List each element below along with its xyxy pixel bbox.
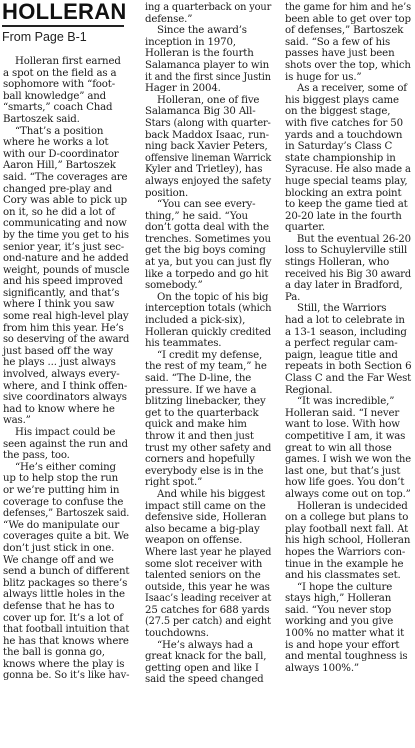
article-text-line: he plays ... just always <box>3 357 116 369</box>
article-text-line: up to help stop the run <box>3 473 119 485</box>
article-text-line: on it, so he did a lot of <box>3 206 115 218</box>
article-text-line: always come out on top.” <box>285 488 411 500</box>
article-text-line: outside, this year he was <box>145 581 270 593</box>
article-text-line: the game for him and he’s <box>285 2 411 13</box>
article-text-line: on a college but plans to <box>285 512 409 524</box>
article-headline: HOLLERAN <box>2 0 124 27</box>
article-text-line: ball knowledge” and <box>3 90 107 102</box>
article-text-line: included a pick-six), <box>145 315 246 327</box>
article-text-line: throw it and then just <box>145 430 254 442</box>
article-text-line: ing a quarterback on your <box>145 2 272 13</box>
article-text-line: “I hope the culture <box>297 581 393 593</box>
article-text-line: quick and make him <box>145 419 247 431</box>
article-text-line: competitive I am, it was <box>285 430 406 442</box>
article-text-line: always enjoyed the safety <box>145 175 271 187</box>
article-text-line: Holleran is the fourth <box>145 48 254 60</box>
article-text-line: the ball is gonna go, <box>3 647 105 659</box>
article-text-line: with our D-coordinator <box>3 148 119 160</box>
article-text-line: Pa. <box>285 291 301 303</box>
article-text-line: interception totals (which <box>145 303 272 315</box>
article-text-line: received his Big 30 award <box>285 268 411 280</box>
article-text-line: 100% no matter what it <box>285 628 405 640</box>
article-text-line: also became a big-play <box>145 523 260 535</box>
article-text-line: “We do manipulate our <box>3 519 120 531</box>
article-text-line: “You can see every- <box>157 199 256 211</box>
article-text-line: Cory was able to pick up <box>3 195 128 207</box>
article-text-line: Bartoszek said. <box>3 113 80 125</box>
article-text-line: so deserving of the award <box>3 334 130 346</box>
article-text-line: Holleran first earned <box>15 56 121 67</box>
article-text-line: But the eventual 26-20 <box>296 233 411 245</box>
article-text-line: Salamanca player to win <box>145 59 269 71</box>
article-text-line: stays high,” Holleran <box>285 593 392 605</box>
article-text-line: it and the first since Justin <box>145 71 271 83</box>
article-text-line: “I credit my defense, <box>157 349 263 361</box>
article-text-line: “smarts,” coach Chad <box>3 102 113 114</box>
article-text-line: and his classmates set. <box>285 570 401 582</box>
article-text-line: 20-20 late in the fourth <box>285 210 402 222</box>
article-text-line: said. “The coverages are <box>3 171 128 183</box>
article-text-line: want to lose. With how <box>285 419 400 431</box>
article-text-line: right spot.” <box>145 477 203 489</box>
article-text-line: getting open and like I <box>145 662 259 674</box>
article-text-line: that football intuition that <box>3 624 130 636</box>
article-text-line: is and hope your effort <box>285 639 400 651</box>
article-text-line: talented seniors on the <box>145 570 261 582</box>
article-text-line: tinue in the example he <box>285 558 404 570</box>
article-text-line: a day later in Bradford, <box>285 280 403 292</box>
article-text-line: somebody.” <box>145 280 203 292</box>
article-text-line: weight, pounds of muscle <box>3 264 130 276</box>
article-text-line: defense that he has to <box>3 600 115 612</box>
article-text-line: cover up for. It’s a lot of <box>3 612 123 624</box>
article-text-line: where he works a lot <box>3 137 109 149</box>
article-header <box>2 0 127 45</box>
article-text-line: As a receiver, some of <box>297 83 407 95</box>
article-text-line: said. “You never stop <box>285 604 392 616</box>
article-text-line: Holleran quickly credited <box>145 326 272 338</box>
article-text-line: had a lot to celebrate in <box>285 315 405 327</box>
article-text-line: seen against the run and <box>3 438 128 450</box>
article-text-line: Hager in 2004. <box>145 83 221 95</box>
article-text-line: Still, the Warriors <box>297 303 387 315</box>
article-text-line: some real high-level play <box>3 311 129 323</box>
article-text-line: coverages quite a bit. We <box>3 531 129 543</box>
article-text-line: to keep the game tied at <box>285 199 408 211</box>
article-text-line: Aaron Hill,” Bartoszek <box>3 160 116 172</box>
article-text-line: ond-nature and he added <box>3 253 129 265</box>
article-text-line: defenses,” Bartoszek said. <box>3 508 130 520</box>
article-text-line: defense.” <box>145 13 193 25</box>
article-text-line: trenches. Sometimes you <box>145 233 271 245</box>
article-text-line: his high school, Holleran <box>285 535 411 547</box>
article-text-line: paign, league title and <box>285 349 398 361</box>
article-text-line: working and you give <box>285 616 394 628</box>
article-text-line: And while his biggest <box>157 488 266 500</box>
article-text-line: and his speed improved <box>3 276 123 288</box>
article-text-line: with five catches for 50 <box>285 117 403 129</box>
article-text-line: get to the quarterback <box>145 407 259 419</box>
article-text-line: ning back Xavier Peters, <box>145 141 268 153</box>
article-text-line: shots over the top, which <box>285 59 411 71</box>
article-text-line: huge special teams play, <box>285 175 408 187</box>
article-text-line: Holleran is undecided <box>297 500 408 512</box>
article-text-line: thing,” he said. “You <box>145 210 248 222</box>
article-text-line: blocking an extra point <box>285 187 402 199</box>
article-text-line: His impact could be <box>15 427 116 438</box>
article-text-line: Stars (along with quarter- <box>145 117 271 129</box>
article-text-line: don’t gotta deal with the <box>145 222 269 234</box>
article-text-line: of defenses,” Bartoszek <box>285 25 404 37</box>
article-text-line: blitzing linebacker, they <box>145 396 266 408</box>
article-text-line: get the big boys coming <box>145 245 266 257</box>
article-text-line: a perfect regular cam- <box>285 338 398 350</box>
article-text-line: said the speed changed <box>145 674 264 686</box>
article-text-line: position. <box>145 187 189 199</box>
text-column-1 <box>3 56 129 682</box>
article-text-line: said. “So a few of his <box>285 36 391 48</box>
article-text-line: and mental toughness is <box>285 651 408 663</box>
article-text-line: On the topic of his big <box>157 291 269 303</box>
article-text-line: Salamanca Big 30 All- <box>145 106 256 118</box>
article-text-line: gonna be. So it’s like hav- <box>3 670 130 682</box>
article-text-line: back Maddox Isaac, run- <box>145 129 269 141</box>
article-text-line: don’t just stick in one. <box>3 542 115 554</box>
article-text-line: stings Holleran, who <box>285 257 390 269</box>
article-text-line: his teammates. <box>145 338 222 350</box>
article-text-line: how life goes. You don’t <box>285 477 405 489</box>
article-text-line: senior year, it’s just sec- <box>3 241 125 253</box>
article-text-line: weapon on offense. <box>145 535 243 547</box>
article-text-line: yards and a touchdown <box>285 129 403 141</box>
article-text-line: a 13-1 season, including <box>285 326 407 338</box>
article-text-line: at ya, but you can just fly <box>145 257 272 269</box>
article-text-line: offensive lineman Warrick <box>145 152 272 164</box>
article-text-line: Kyler and Trietley), has <box>145 164 263 176</box>
article-text-line: where I think you saw <box>3 299 115 311</box>
article-text-line: sive coordinators always <box>3 392 127 404</box>
article-text-line: by the time you get to his <box>3 229 129 241</box>
text-column-3 <box>285 2 411 674</box>
article-text-line: Isaac’s leading receiver at <box>145 593 272 605</box>
article-text-line: was.” <box>3 415 31 427</box>
article-text-line: Since the award’s <box>157 25 247 37</box>
article-text-line: loss to Schuylerville still <box>285 245 408 257</box>
article-text-line: in Saturday’s Class C <box>285 141 393 153</box>
article-text-line: Holleran said. “I never <box>285 407 400 419</box>
article-text-line: 25 catches for 688 yards <box>145 604 270 616</box>
article-text-line: blitz packages so there’s <box>3 577 128 589</box>
article-text-line: coverage to confuse the <box>3 496 124 508</box>
article-text-line: Holleran, one of five <box>157 94 260 106</box>
article-text-line: significantly, and that’s <box>3 287 120 299</box>
article-text-line: trust my other safety and <box>145 442 272 454</box>
article-text-line: We change off and we <box>3 554 114 566</box>
article-text-line: state championship in <box>285 152 396 164</box>
article-text-line: communicating and now <box>3 218 127 230</box>
article-text-line: involved, always every- <box>3 369 120 381</box>
article-text-line: always little holes in the <box>3 589 125 601</box>
article-text-line: inception in 1970, <box>145 36 236 48</box>
article-text-line: great to win all those <box>285 442 392 454</box>
article-text-line: on the biggest stage, <box>285 106 391 118</box>
article-text-line: been able to get over top <box>285 13 411 25</box>
article-text-line: Class C and the Far West <box>285 373 412 384</box>
article-text-line: hopes the Warriors con- <box>285 546 406 558</box>
article-text-line: last one, but that’s just <box>285 465 401 477</box>
article-text-line: a spot on the field as a <box>3 67 117 79</box>
article-text-line: touchdowns. <box>145 628 209 640</box>
article-text-line: defensive side, Holleran <box>145 512 267 524</box>
article-text-line: quarter. <box>285 222 325 234</box>
article-text-line: everybody else is in the <box>145 465 264 477</box>
article-text-line: passes have just been <box>285 48 395 60</box>
jump-line: From Page B-1 <box>2 30 87 44</box>
article-text-line: changed pre-play and <box>3 183 113 195</box>
article-text-line: play football next fall. At <box>285 523 409 535</box>
article-text-line: or we’re putting him in <box>3 484 120 496</box>
article-text-line: just based off the way <box>3 345 113 357</box>
article-text-line: where, and I think offen- <box>3 380 128 392</box>
article-text-line: his biggest plays came <box>285 94 399 106</box>
article-text-line: Syracuse. He also made a <box>285 164 411 176</box>
article-text-line: had to know where he <box>3 403 115 415</box>
article-text-line: some slot receiver with <box>145 558 263 570</box>
article-text-line: Where last year he played <box>145 546 272 558</box>
article-text-line: sophomore with “foot- <box>3 79 116 91</box>
article-text-line: great knack for the ball, <box>145 651 267 663</box>
article-text-line: (27.5 per catch) and eight <box>145 616 271 628</box>
article-text-line: from him this year. He’s <box>3 322 124 334</box>
article-text-line: “He’s either coming <box>15 461 116 473</box>
article-text-line: the pass, too. <box>3 450 70 462</box>
article-text-line: the rest of my team,” he <box>145 361 267 373</box>
article-text-line: repeats in both Section 6 <box>285 361 412 373</box>
article-text-line: “It was incredible,” <box>297 396 395 408</box>
article-text-line: “He’s always had a <box>157 639 253 651</box>
article-text-line: is huge for us.” <box>285 71 362 83</box>
article-text-line: pressure. If we have a <box>145 384 257 396</box>
article-text-line: send a bunch of different <box>3 566 130 578</box>
article-text-line: “That’s a position <box>15 125 104 137</box>
article-text-line: Regional. <box>285 384 333 396</box>
article-text-line: games. I wish we won the <box>285 454 411 466</box>
article-text-line: always 100%.” <box>285 662 359 674</box>
article-text-line: impact still came on the <box>145 500 266 512</box>
article-text-line: he has that knows where <box>3 635 129 647</box>
article-text-line: corners and hopefully <box>145 454 255 466</box>
text-column-2 <box>145 2 271 686</box>
article-text-line: knows where the play is <box>3 658 125 670</box>
article-text-line: said. “The D-line, the <box>145 373 252 384</box>
article-text-line: like a torpedo and go hit <box>145 268 269 280</box>
